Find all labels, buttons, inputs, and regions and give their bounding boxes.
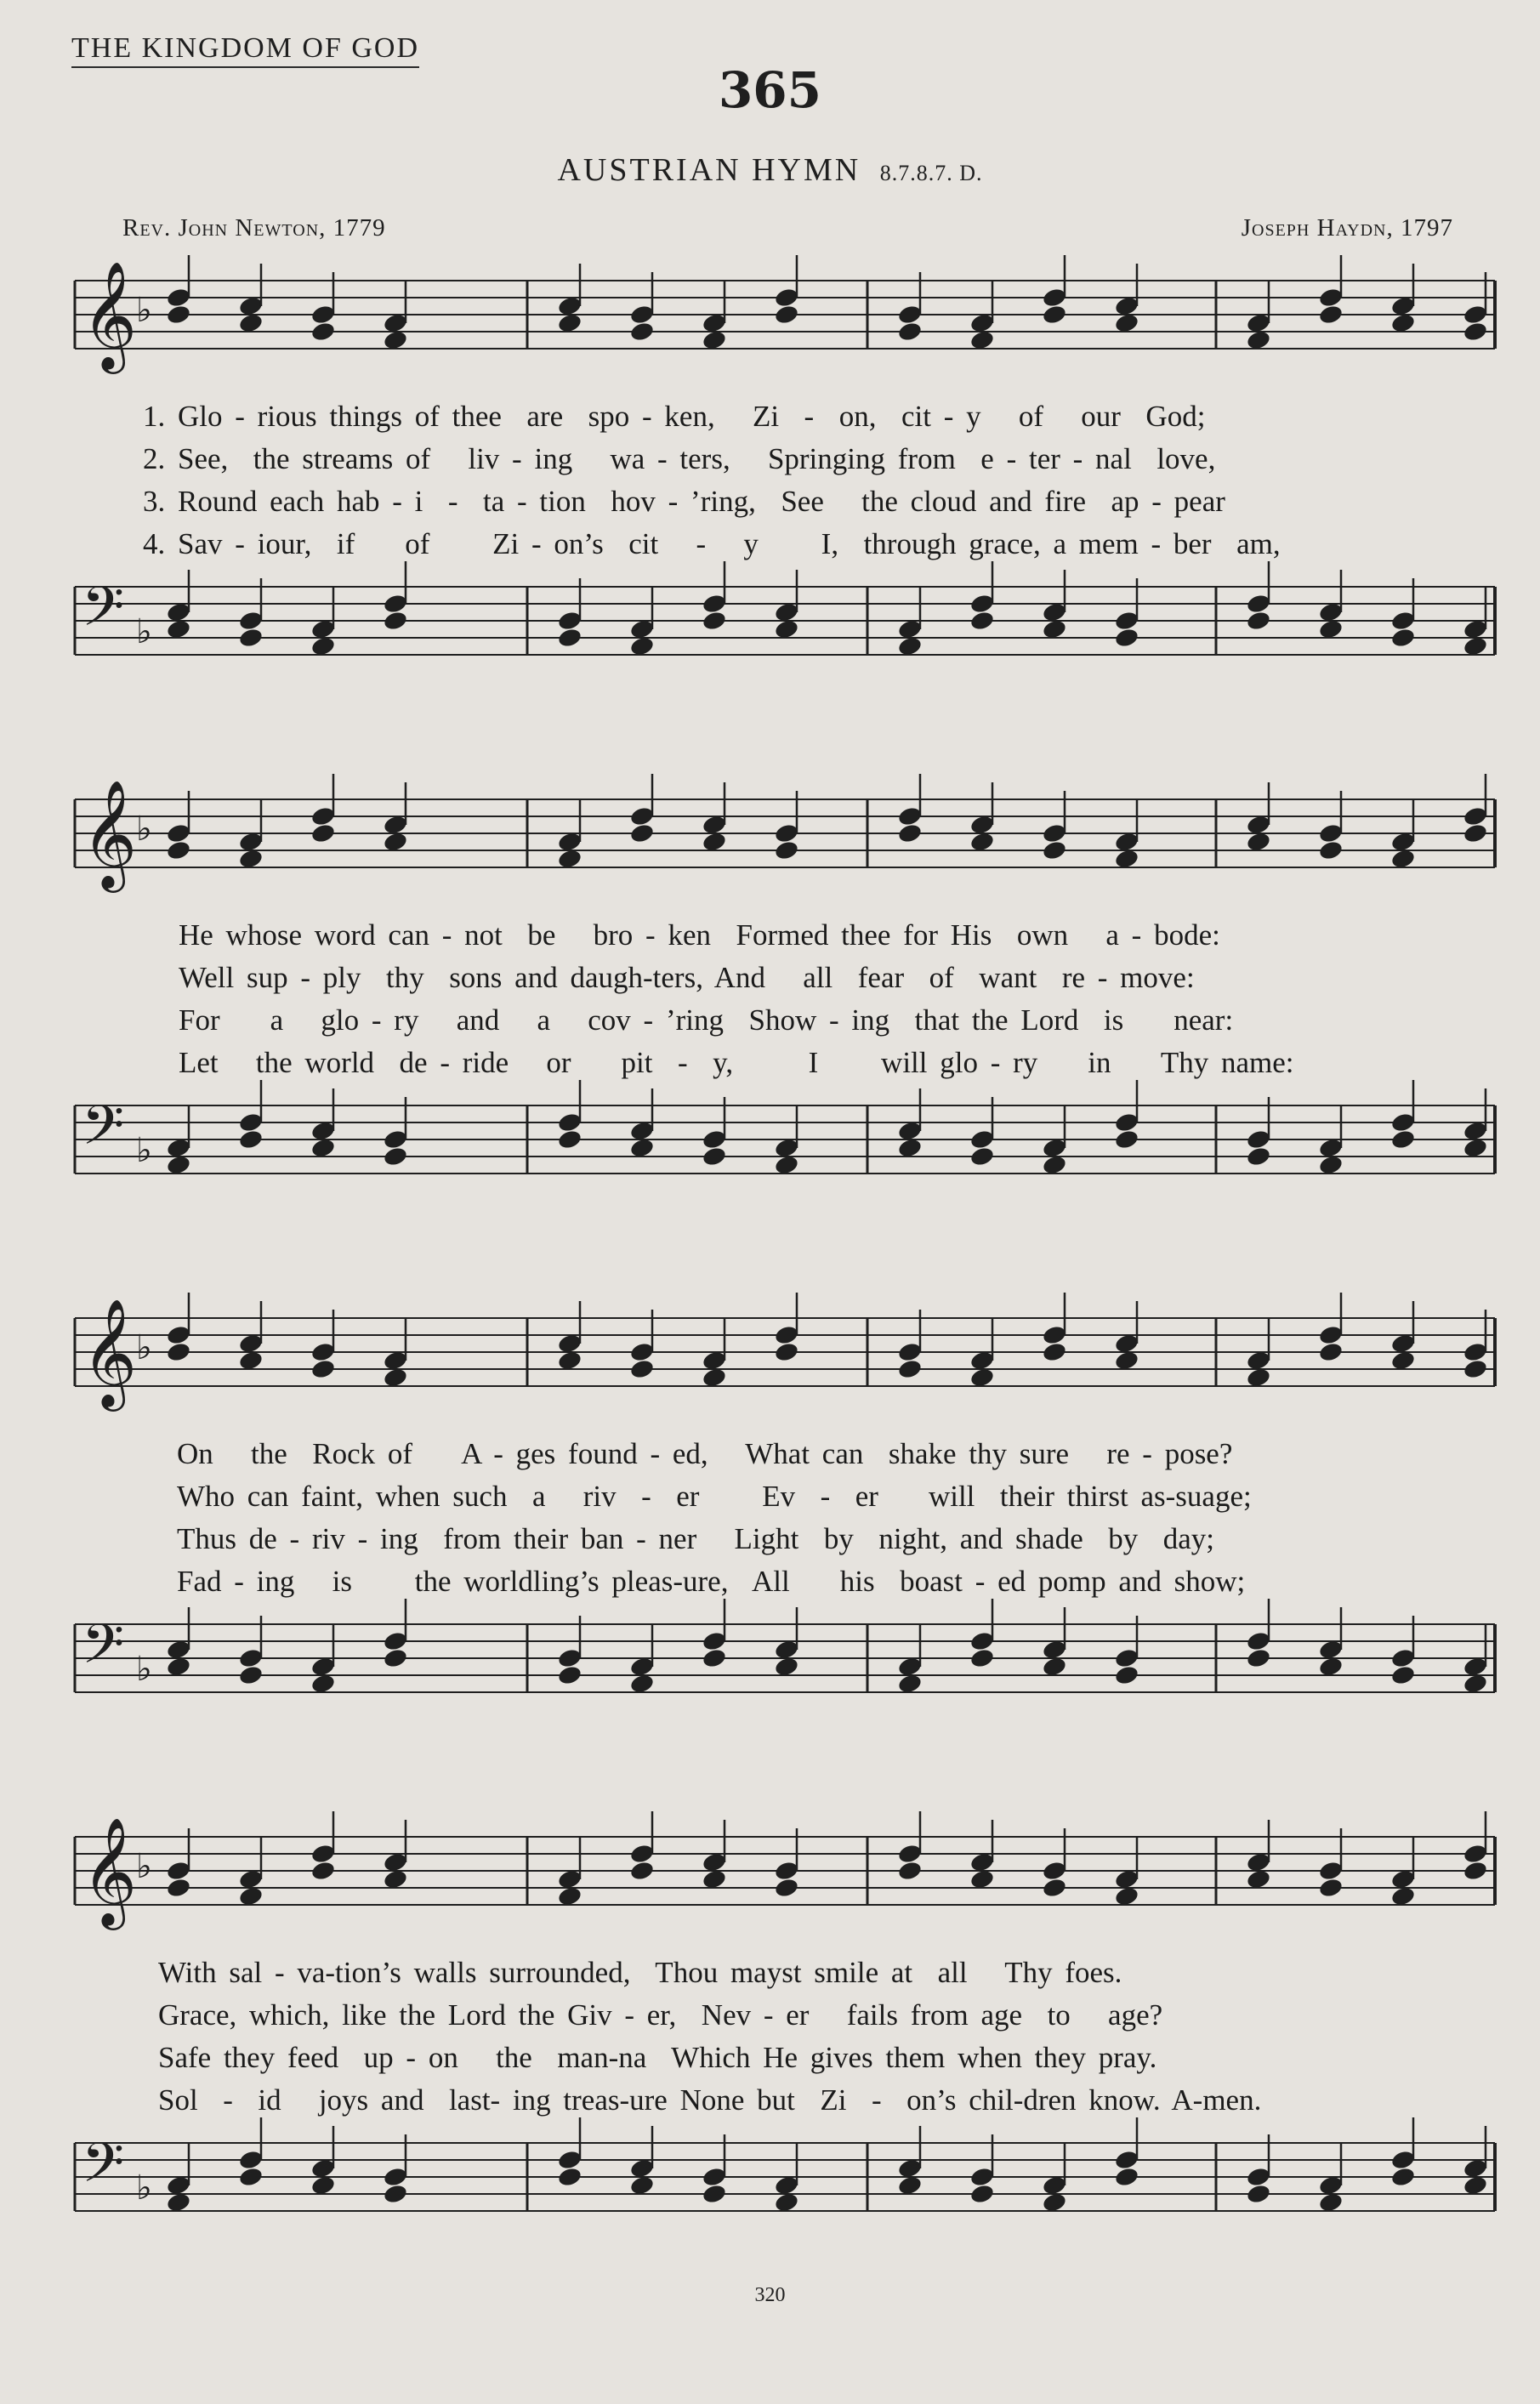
note-head	[897, 1843, 923, 1865]
note-head	[557, 1664, 583, 1686]
note-head	[969, 1145, 996, 1168]
note-head	[238, 610, 264, 632]
note-head	[557, 2166, 583, 2188]
note-head	[1318, 1324, 1344, 1346]
note-head	[702, 1128, 728, 1151]
lyric-line-2: Who can faint, when such a riv - er Ev - er will their thirst as-suage;	[177, 1480, 1252, 1513]
note-head	[1318, 287, 1344, 309]
note-head	[310, 822, 337, 844]
note-head	[310, 1341, 337, 1363]
note-head	[629, 1843, 656, 1865]
note-head	[1246, 610, 1272, 632]
note-head	[238, 1664, 264, 1686]
note-head	[383, 2183, 409, 2205]
bass-clef-icon: 𝄢	[82, 576, 125, 652]
lyric-line-3: Thus de - riv - ing from their ban - ner Light by night, and shade by day;	[177, 1522, 1215, 1555]
note-head	[1114, 627, 1140, 649]
lyric-line-3: For a glo - ry and a cov - ’ring Show - ing that the Lord is near:	[179, 1003, 1234, 1037]
treble-clef-icon: 𝄞	[82, 1298, 138, 1407]
note-head	[1042, 304, 1068, 326]
note-head	[383, 593, 409, 615]
note-head	[1042, 822, 1068, 844]
note-head	[310, 1860, 337, 1882]
note-head	[557, 1111, 583, 1134]
note-head	[629, 1341, 656, 1363]
note-head	[774, 839, 800, 861]
flat-key-signature-icon: ♭	[136, 1650, 152, 1689]
lyric-line-1: On the Rock of A - ges found - ed, What can shake thy sure re - pose?	[177, 1437, 1233, 1470]
note-head	[1114, 1664, 1140, 1686]
note-head	[166, 1324, 192, 1346]
note-head	[310, 1843, 337, 1865]
note-head	[897, 1358, 923, 1380]
note-head	[238, 2166, 264, 2188]
note-head	[629, 1358, 656, 1380]
note-head	[1318, 1877, 1344, 1899]
lyric-line-1: With sal - va-tion’s walls surrounded, Thou mayst smile at all Thy foes.	[158, 1956, 1122, 1989]
note-head	[969, 1630, 996, 1652]
note-head	[1463, 1341, 1489, 1363]
note-head	[1463, 1843, 1489, 1865]
note-head	[1114, 1128, 1140, 1151]
author-credit: Rev. John Newton, 1779	[122, 214, 386, 242]
note-head	[1463, 1358, 1489, 1380]
bass-staff	[0, 2117, 1540, 2270]
note-head	[774, 304, 800, 326]
note-head	[166, 1860, 192, 1882]
bass-clef-icon: 𝄢	[82, 2132, 125, 2208]
treble-clef-icon: 𝄞	[82, 1816, 138, 1925]
note-head	[1042, 1324, 1068, 1346]
note-head	[1246, 1630, 1272, 1652]
lyric-line-4: 4. Sav - iour, if of Zi - on’s cit - y I, through grace, a mem - ber am,	[143, 527, 1281, 560]
note-head	[166, 1341, 192, 1363]
note-head	[1390, 2166, 1417, 2188]
note-head	[1114, 2166, 1140, 2188]
note-head	[557, 1128, 583, 1151]
note-head	[1246, 1647, 1272, 1669]
note-head	[557, 2149, 583, 2171]
flat-key-signature-icon: ♭	[136, 810, 152, 849]
note-head	[557, 1647, 583, 1669]
lyric-line-3: 3. Round each hab - i - ta - tion hov - ’ring, See the cloud and fire ap - pear	[143, 485, 1225, 518]
note-head	[969, 2183, 996, 2205]
note-head	[166, 822, 192, 844]
note-head	[383, 2166, 409, 2188]
note-head	[557, 627, 583, 649]
note-head	[897, 321, 923, 343]
lyric-line-1: He whose word can - not be bro - ken Formed thee for His own a - bode:	[179, 918, 1220, 952]
treble-clef-icon: 𝄞	[82, 260, 138, 369]
note-head	[383, 1647, 409, 1669]
treble-staff	[0, 1293, 1540, 1446]
hymn-number: 365	[718, 61, 822, 119]
note-head	[238, 627, 264, 649]
meter: 8.7.8.7. D.	[879, 161, 983, 185]
note-head	[1246, 2183, 1272, 2205]
note-head	[1463, 304, 1489, 326]
note-head	[897, 1860, 923, 1882]
note-head	[166, 287, 192, 309]
note-head	[1042, 1877, 1068, 1899]
treble-staff	[0, 774, 1540, 927]
page-number: 320	[754, 2284, 786, 2306]
note-head	[383, 1145, 409, 1168]
flat-key-signature-icon: ♭	[136, 1328, 152, 1367]
note-head	[1463, 805, 1489, 827]
note-head	[1463, 321, 1489, 343]
note-head	[1390, 627, 1417, 649]
note-head	[166, 1877, 192, 1899]
note-head	[702, 2183, 728, 2205]
note-head	[897, 304, 923, 326]
bass-staff	[0, 561, 1540, 714]
lyric-line-2: 2. See, the streams of liv - ing wa - ters, Springing from e - ter - nal love,	[143, 442, 1216, 475]
note-head	[969, 593, 996, 615]
note-head	[310, 304, 337, 326]
section-title: THE KINGDOM OF GOD	[71, 32, 419, 68]
treble-staff	[0, 1811, 1540, 1964]
note-head	[969, 610, 996, 632]
note-head	[1114, 1647, 1140, 1669]
note-head	[1390, 610, 1417, 632]
note-head	[629, 1860, 656, 1882]
note-head	[629, 805, 656, 827]
note-head	[774, 1860, 800, 1882]
note-head	[774, 1341, 800, 1363]
note-head	[702, 1647, 728, 1669]
lyric-line-4: Fad - ing is the worldling’s pleas-ure, All his boast - ed pomp and show;	[177, 1565, 1246, 1598]
note-head	[702, 1630, 728, 1652]
note-head	[969, 2166, 996, 2188]
lyric-line-2: Grace, which, like the Lord the Giv - er, Nev - er fails from age to age?	[158, 1998, 1163, 2032]
note-head	[1246, 1128, 1272, 1151]
note-head	[383, 1128, 409, 1151]
note-head	[238, 2149, 264, 2171]
note-head	[1114, 1111, 1140, 1134]
bass-staff	[0, 1080, 1540, 1233]
note-head	[238, 1647, 264, 1669]
note-head	[1042, 839, 1068, 861]
lyric-line-1: 1. Glo - rious things of thee are spo - ken, Zi - on, cit - y of our God;	[143, 400, 1206, 433]
note-head	[1318, 304, 1344, 326]
note-head	[310, 1358, 337, 1380]
bass-staff	[0, 1599, 1540, 1752]
lyric-line-2: Well sup - ply thy sons and daugh-ters, And all fear of want re - move:	[179, 961, 1195, 994]
note-head	[238, 1111, 264, 1134]
note-head	[1246, 1145, 1272, 1168]
flat-key-signature-icon: ♭	[136, 2168, 152, 2208]
note-head	[1318, 1341, 1344, 1363]
note-head	[1042, 1860, 1068, 1882]
note-head	[969, 1647, 996, 1669]
flat-key-signature-icon: ♭	[136, 1847, 152, 1886]
note-head	[629, 822, 656, 844]
note-head	[1114, 2149, 1140, 2171]
note-head	[310, 321, 337, 343]
note-head	[774, 822, 800, 844]
note-head	[897, 1341, 923, 1363]
composer-credit: Joseph Haydn, 1797	[1241, 214, 1453, 242]
note-head	[1318, 839, 1344, 861]
note-head	[702, 2166, 728, 2188]
lyric-line-4: Let the world de - ride or pit - y, I will glo - ry in Thy name:	[179, 1046, 1294, 1079]
note-head	[774, 1877, 800, 1899]
treble-clef-icon: 𝄞	[82, 779, 138, 888]
bass-clef-icon: 𝄢	[82, 1613, 125, 1690]
lyric-line-3: Safe they feed up - on the man-na Which He gives them when they pray.	[158, 2041, 1157, 2074]
note-head	[238, 1128, 264, 1151]
note-head	[1318, 1860, 1344, 1882]
note-head	[969, 1128, 996, 1151]
note-head	[774, 1324, 800, 1346]
note-head	[166, 304, 192, 326]
flat-key-signature-icon: ♭	[136, 1131, 152, 1170]
tune-heading	[0, 151, 1540, 189]
note-head	[702, 610, 728, 632]
note-head	[383, 1630, 409, 1652]
note-head	[702, 1145, 728, 1168]
flat-key-signature-icon: ♭	[136, 291, 152, 330]
note-head	[1390, 1128, 1417, 1151]
flat-key-signature-icon: ♭	[136, 612, 152, 651]
note-head	[310, 805, 337, 827]
note-head	[702, 593, 728, 615]
note-head	[1042, 1341, 1068, 1363]
note-head	[1390, 2149, 1417, 2171]
note-head	[774, 287, 800, 309]
note-head	[1390, 1647, 1417, 1669]
treble-staff	[0, 255, 1540, 408]
note-head	[1114, 610, 1140, 632]
lyric-line-4: Sol - id joys and last- ing treas-ure None but Zi - on’s chil-dren know. A-men.	[158, 2083, 1262, 2117]
note-head	[1246, 2166, 1272, 2188]
note-head	[897, 822, 923, 844]
note-head	[383, 610, 409, 632]
note-head	[629, 304, 656, 326]
tune-name: AUSTRIAN HYMN	[557, 152, 861, 188]
note-head	[1246, 593, 1272, 615]
note-head	[1042, 287, 1068, 309]
bass-clef-icon: 𝄢	[82, 1094, 125, 1171]
note-head	[897, 805, 923, 827]
note-head	[1463, 1860, 1489, 1882]
note-head	[629, 321, 656, 343]
note-head	[1390, 1664, 1417, 1686]
note-head	[1318, 822, 1344, 844]
note-head	[1390, 1111, 1417, 1134]
note-head	[557, 610, 583, 632]
note-head	[1463, 822, 1489, 844]
note-head	[166, 839, 192, 861]
